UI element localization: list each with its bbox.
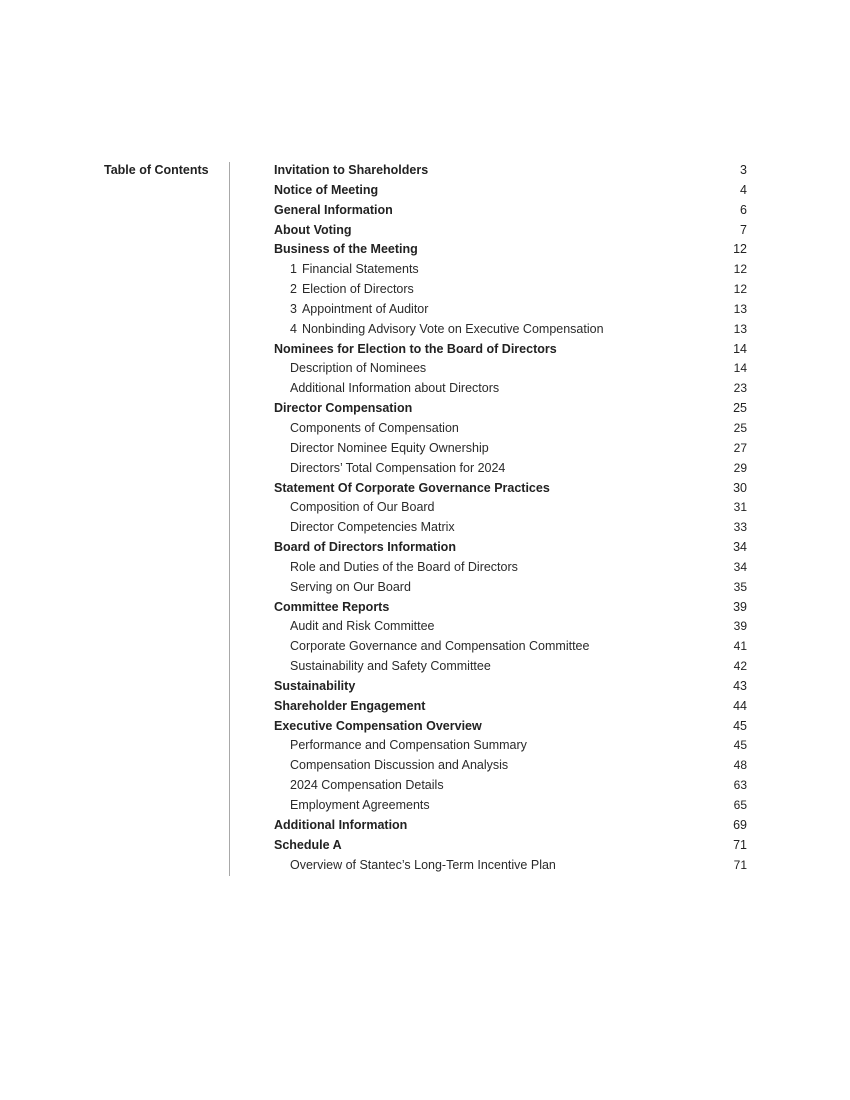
toc-entry-title[interactable]: Nonbinding Advisory Vote on Executive Compensation: [301, 321, 604, 336]
toc-page-number[interactable]: 45: [733, 718, 747, 733]
toc-entry-label[interactable]: [290, 320, 604, 340]
toc-page-number[interactable]: 39: [733, 599, 747, 614]
toc-entry-title[interactable]: Committee Reports: [274, 599, 390, 614]
toc-page-number[interactable]: 42: [733, 659, 747, 674]
toc-entry-label[interactable]: [274, 201, 393, 221]
toc-entry-label[interactable]: [290, 657, 491, 677]
toc-entry[interactable]: [274, 617, 747, 637]
toc-entry[interactable]: [274, 756, 747, 776]
toc-entry-label[interactable]: [290, 300, 428, 320]
toc-entry[interactable]: [274, 479, 747, 499]
toc-entry[interactable]: [274, 578, 747, 598]
toc-entry-title[interactable]: Description of Nominees: [290, 361, 427, 376]
toc-page-number[interactable]: 14: [733, 361, 747, 376]
toc-page-number[interactable]: 63: [733, 778, 747, 793]
toc-entry-label[interactable]: [274, 161, 428, 181]
toc-entry-title[interactable]: Serving on Our Board: [290, 579, 411, 594]
toc-entry-label[interactable]: [290, 498, 435, 518]
toc-entry[interactable]: [274, 677, 747, 697]
toc-page-number[interactable]: 29: [733, 460, 747, 475]
toc-page-number[interactable]: 4: [740, 182, 747, 197]
toc-entry[interactable]: [274, 399, 747, 419]
toc-entry-title[interactable]: Components of Compensation: [290, 420, 459, 435]
toc-page-number[interactable]: 41: [733, 639, 747, 654]
toc-entry-title[interactable]: Invitation to Shareholders: [274, 163, 429, 177]
toc-entry-title[interactable]: Audit and Risk Committee: [290, 619, 435, 634]
toc-page-number[interactable]: 30: [733, 480, 747, 495]
toc-entry-title[interactable]: Employment Agreements: [290, 798, 430, 812]
toc-page-number[interactable]: 71: [733, 837, 747, 852]
toc-entry[interactable]: [274, 538, 747, 558]
toc-entry-label[interactable]: [290, 459, 505, 479]
toc-entry-label[interactable]: [290, 776, 444, 796]
toc-entry[interactable]: [274, 419, 747, 439]
toc-entry-label[interactable]: [274, 836, 342, 856]
toc-page-number[interactable]: 25: [733, 401, 747, 416]
toc-entry-title[interactable]: Financial Statements: [301, 262, 419, 277]
toc-entry[interactable]: [274, 518, 747, 538]
toc-page-number[interactable]: 34: [733, 540, 747, 555]
toc-entry-title[interactable]: Performance and Compensation Summary: [290, 738, 527, 753]
toc-page-number[interactable]: 13: [733, 301, 747, 316]
toc-entry[interactable]: [274, 657, 747, 677]
toc-entry[interactable]: [274, 856, 747, 876]
toc-entry-label[interactable]: [290, 260, 419, 280]
toc-page-number[interactable]: 33: [733, 520, 747, 535]
toc-entry[interactable]: [274, 340, 747, 360]
toc-entry-label[interactable]: [274, 181, 378, 201]
toc-entry-label[interactable]: [290, 856, 556, 876]
toc-entry-title[interactable]: Additional Information: [274, 817, 408, 832]
toc-entry-title[interactable]: Statement Of Corporate Governance Practices: [274, 480, 550, 495]
toc-entry-number: 4: [290, 321, 297, 336]
toc-entry-title[interactable]: Sustainability: [274, 678, 356, 693]
toc-entry-label[interactable]: [274, 717, 482, 737]
toc-entry-label[interactable]: [290, 637, 589, 657]
toc-page-number[interactable]: 48: [733, 758, 747, 773]
toc-entry[interactable]: [274, 459, 747, 479]
toc-page-number[interactable]: 3: [740, 163, 747, 177]
toc-entry-title[interactable]: Director Compensation: [274, 401, 413, 416]
toc-entry-title[interactable]: Corporate Governance and Compensation Committee: [290, 639, 590, 654]
toc-entry[interactable]: [274, 320, 747, 340]
toc-page-number[interactable]: 43: [733, 678, 747, 693]
toc-page-number[interactable]: 71: [733, 857, 747, 872]
toc-page-number[interactable]: 13: [733, 321, 747, 336]
toc-entry[interactable]: [274, 181, 747, 201]
toc-entry-title[interactable]: Role and Duties of the Board of Directors: [290, 559, 518, 574]
toc-entry[interactable]: [274, 221, 747, 241]
toc-entry-title[interactable]: Election of Directors: [301, 282, 414, 297]
toc-heading: Table of Contents: [104, 163, 209, 177]
toc-divider: [229, 162, 230, 876]
toc-entry[interactable]: [274, 717, 747, 737]
toc-page-number[interactable]: 35: [733, 579, 747, 594]
toc-page-number[interactable]: 39: [733, 619, 747, 634]
toc-entry[interactable]: [274, 260, 747, 280]
toc-page-number[interactable]: 7: [740, 222, 747, 237]
toc-entry-label[interactable]: [290, 419, 459, 439]
toc-page-number[interactable]: 6: [740, 202, 747, 217]
toc-entry[interactable]: [274, 498, 747, 518]
toc-entry[interactable]: [274, 736, 747, 756]
toc-entry[interactable]: [274, 379, 747, 399]
toc-entry-label[interactable]: [290, 518, 455, 538]
toc-entry[interactable]: [274, 558, 747, 578]
toc-entry-title[interactable]: General Information: [274, 202, 393, 217]
toc-entry-number: 2: [290, 282, 297, 297]
toc-entry-label[interactable]: [274, 399, 412, 419]
toc-entry-label[interactable]: [274, 538, 456, 558]
toc-entry-label[interactable]: [274, 598, 389, 618]
toc-entry-label[interactable]: [290, 359, 426, 379]
toc-entry[interactable]: [274, 280, 747, 300]
toc-entry[interactable]: [274, 300, 747, 320]
toc-entry[interactable]: [274, 598, 747, 618]
toc-entry-label[interactable]: [274, 479, 550, 499]
toc-page-number[interactable]: 27: [733, 440, 747, 455]
toc-page-number[interactable]: 31: [733, 500, 747, 515]
toc-entry[interactable]: [274, 439, 747, 459]
toc-entry[interactable]: [274, 796, 747, 816]
toc-entry-title[interactable]: Sustainability and Safety Committee: [290, 659, 491, 674]
toc-entry-title[interactable]: Appointment of Auditor: [301, 301, 429, 316]
toc-entry[interactable]: [274, 637, 747, 657]
toc-page-number[interactable]: 23: [733, 381, 747, 396]
toc-entry-number: 3: [290, 301, 297, 316]
toc-page-number[interactable]: 25: [733, 420, 747, 435]
toc-page-number[interactable]: 69: [733, 817, 747, 832]
toc-entry-title[interactable]: 2024 Compensation Details: [290, 778, 444, 793]
toc-entry[interactable]: [274, 161, 747, 181]
toc-page-number[interactable]: 65: [733, 798, 747, 812]
toc-entry-label[interactable]: [290, 617, 435, 637]
toc-entry-title[interactable]: Executive Compensation Overview: [274, 718, 482, 733]
toc-entry-title[interactable]: Nominees for Election to the Board of Directors: [274, 341, 557, 356]
toc-page-number[interactable]: 12: [733, 242, 747, 257]
toc-page-number[interactable]: 12: [733, 262, 747, 277]
toc-page-number[interactable]: 14: [733, 341, 747, 356]
toc-entry-label[interactable]: [290, 280, 414, 300]
toc-entry-title[interactable]: Directors’ Total Compensation for 2024: [290, 460, 506, 475]
toc-entry-label[interactable]: [290, 558, 518, 578]
toc-entry-title[interactable]: Compensation Discussion and Analysis: [290, 758, 509, 773]
toc-entry-title[interactable]: Additional Information about Directors: [290, 381, 500, 396]
toc-entry-label[interactable]: [290, 736, 527, 756]
toc-entry-title[interactable]: Schedule A: [274, 837, 342, 852]
toc-list: [274, 161, 747, 875]
toc-page-number[interactable]: 12: [733, 282, 747, 297]
toc-entry-title[interactable]: Notice of Meeting: [274, 182, 379, 197]
toc-page-number[interactable]: 45: [733, 738, 747, 753]
toc-entry-label[interactable]: [290, 379, 499, 399]
toc-entry[interactable]: [274, 836, 747, 856]
toc-entry-label[interactable]: [274, 221, 352, 241]
toc-entry-title[interactable]: About Voting: [274, 222, 352, 237]
toc-entry-title[interactable]: Shareholder Engagement: [274, 698, 426, 713]
toc-entry-title[interactable]: Business of the Meeting: [274, 242, 418, 257]
toc-entry-label[interactable]: [274, 816, 407, 836]
toc-entry-label[interactable]: [274, 677, 355, 697]
toc-entry[interactable]: [274, 776, 747, 796]
toc-entry-title[interactable]: Composition of Our Board: [290, 500, 435, 515]
toc-page-number[interactable]: 34: [733, 559, 747, 574]
toc-entry[interactable]: [274, 697, 747, 717]
toc-entry[interactable]: [274, 359, 747, 379]
toc-entry-label[interactable]: [274, 340, 557, 360]
toc-entry[interactable]: [274, 816, 747, 836]
toc-entry[interactable]: [274, 240, 747, 260]
toc-entry-title[interactable]: Board of Directors Information: [274, 540, 456, 555]
toc-entry-label[interactable]: [290, 439, 489, 459]
toc-entry-number: 1: [290, 262, 297, 277]
toc-entry-label[interactable]: [290, 796, 430, 816]
toc-entry-label[interactable]: [290, 756, 508, 776]
toc-entry-label[interactable]: [274, 240, 418, 260]
toc-entry-title[interactable]: Director Competencies Matrix: [290, 520, 455, 535]
toc-entry-label[interactable]: [290, 578, 411, 598]
toc-entry[interactable]: [274, 201, 747, 221]
toc-page-number[interactable]: 44: [733, 698, 747, 713]
toc-entry-title[interactable]: Director Nominee Equity Ownership: [290, 440, 489, 455]
toc-entry-title[interactable]: Overview of Stantec’s Long-Term Incentive Plan: [290, 857, 556, 872]
toc-entry-label[interactable]: [274, 697, 425, 717]
